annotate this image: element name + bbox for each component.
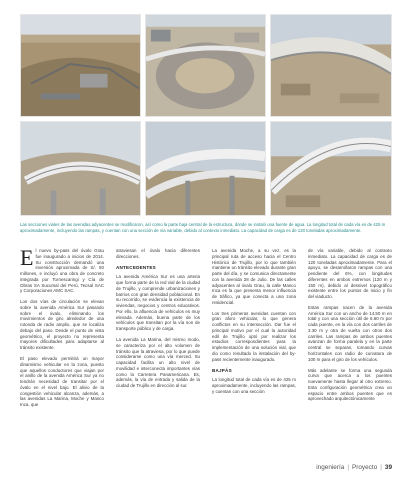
column-3 (212, 248, 296, 400)
paragraph: La longitud total de cada vía es de 425 m aproximadamente, incluyendo las rampas, y cuentan con una sección (212, 377, 296, 394)
paragraph: atraviesan el óvalo hacia diferentes direcciones. (116, 248, 200, 259)
photo-excavation (20, 14, 141, 117)
section-heading-antecedentes: ANTECEDENTES (116, 264, 156, 270)
footer-separator: | (380, 464, 382, 471)
paragraph: La avenida Moche, a su vez, es la principal ruta de acceso hacia el Centro Histórico de Trujillo, por lo que también mantiene un tránsito elevado durante gran parte del día, y se comunica directamente con la avenida 28 de Julio. De las calles adyacentes al óvalo Grau, la calle Manco Inca es la que presenta menor influencia de tráfico, ya que conecta a una zona residencial. (212, 248, 296, 305)
footer-brand: ingeniería (316, 464, 345, 471)
photo-bridge-arches (145, 121, 266, 216)
paragraph: de vía variable, debido al contexto inmediato. La capacidad de carga es de 120 toneladas aproximadamente. Para el apoyo, se desarrollaron rampas con una pendiente del 6%, con longitudes diferentes en ambos extremos (120 m y 150 m), debido al desnivel topográfico existente entre los puntos de inicio y fin del viaducto. (308, 248, 392, 299)
drop-cap: E (20, 245, 34, 270)
photo-elevated-deck (20, 121, 141, 216)
photo-curved-ramp (270, 14, 392, 117)
column-4 (308, 248, 392, 407)
section-heading-bypass: BAJPÁS (212, 367, 232, 373)
footer-section: Proyecto (351, 464, 378, 471)
column-2 (116, 248, 200, 394)
paragraph: La avenida La Marina, del mismo modo, se caracteriza por el alto volumen de tránsito que la atraviesa, por lo que puede considerarse como una vía merced. Su capacidad facilita un alto nivel de movilidad e interconecta importantes vías como la Carretera Panamericana. Es, además, la vía de entrada y salida de la ciudad de Trujillo en dirección al sur. (116, 337, 200, 389)
column-1 (20, 245, 104, 413)
paragraph: Más adelante se forma una segunda curva que acerca a los puentes nuevamente hasta llegar al otro extremo. Esta configuración geométrica crea un espacio entre ambos puentes que es aprovechado arquitectónicamente (308, 367, 392, 402)
paragraph: El paso elevado permitirá un mayor dinamismo vehicular en la zona, puesto que aquellos conductores que viajan por el anillo de la avenida América Sur ya no tendrán necesidad de transitar por el óvalo en el nivel bajo. El alivio de la congestión vehicular alcanza, además, a las avenidas La Marina, Moche y Manco Inca, que (20, 356, 104, 408)
photo-grid (20, 14, 392, 216)
article-body (20, 245, 392, 458)
photo-caption: Las secciones viales de las avenidas adyacentes se modificaron, así como la parte baja central de la estructura, donde se instaló una fuente de agua. La longitud total de cada vía es de 425 m aproximadamente, incluyendo las rampas, y cuentan con una sección de vía variable, debido al contexto inmediato. La capacidad de carga es de 120 toneladas aproximadamente. (20, 222, 386, 234)
page-footer (316, 464, 392, 471)
page-number: 39 (384, 464, 392, 471)
footer-separator: | (347, 464, 349, 471)
paragraph: Los dos vías de circulación se elevan sobre la avenida América Sur pasando sobre el óvalo, eliminando los movimientos de giro alrededor de una rotonda de radio amplio, que se localiza debajo del paso. Desde el punto de vista geométrico, el proyecto no representa mayores dificultades para adaptarse al tránsito existente. (20, 299, 104, 351)
intro-paragraph: El nuevo by-pass del óvalo Grau fue inaugurado a inicios de 2014. Su construcción demandó una inversión aproximada de S/. 50 millones, e incluyó una obra de concreto integrada por Tornescaringi y Cía de Obras SA Sucursal del Perú, Tecsal SAC y Corporaciones AMC SAC. (20, 245, 104, 294)
paragraph: Los tres primeras avenidas cuentan con gran aforo vehicular, lo que genera conflictos en su intersección. Dar fue el principal motivo por el cual la autoridad edil de Trujillo optó por realizar los estudios correspondientes para la implementación de una solución vial, que dio como resultado la instalación del by-pass recientemente inaugurado. (212, 310, 296, 362)
photo-aerial-roundabout (145, 14, 266, 117)
paragraph: Estas rampas nacen de la avenida América Sur con un ancho de 14.50 m en total y con una sección útil de 6.60 m por cada puente, en la vía con dos carriles de 3.30 m y otra de vuelta con otros dos carriles. Las rampas de ambos puentes avanzan de forma paralela y en la parte central se separan, tomando curvas horizontales con radio de curvatura de 100 m para el giro de los vehículos. (308, 304, 392, 362)
paragraph: La avenida América Sur es una arteria que forma parte de la red vial de la ciudad de Trujillo, y comprende urbanizaciones y barrios con gran densidad poblacional. En su recorrido, se evidencia la existencia de viviendas, negocios y centros educativos. Por ello, la afluencia de vehículos es muy elevada. Además, buena parte de los vehículos que transitan por la vía son de transporte público y de carga. (116, 274, 200, 332)
photo-ramp-curve-closeup (270, 121, 392, 216)
